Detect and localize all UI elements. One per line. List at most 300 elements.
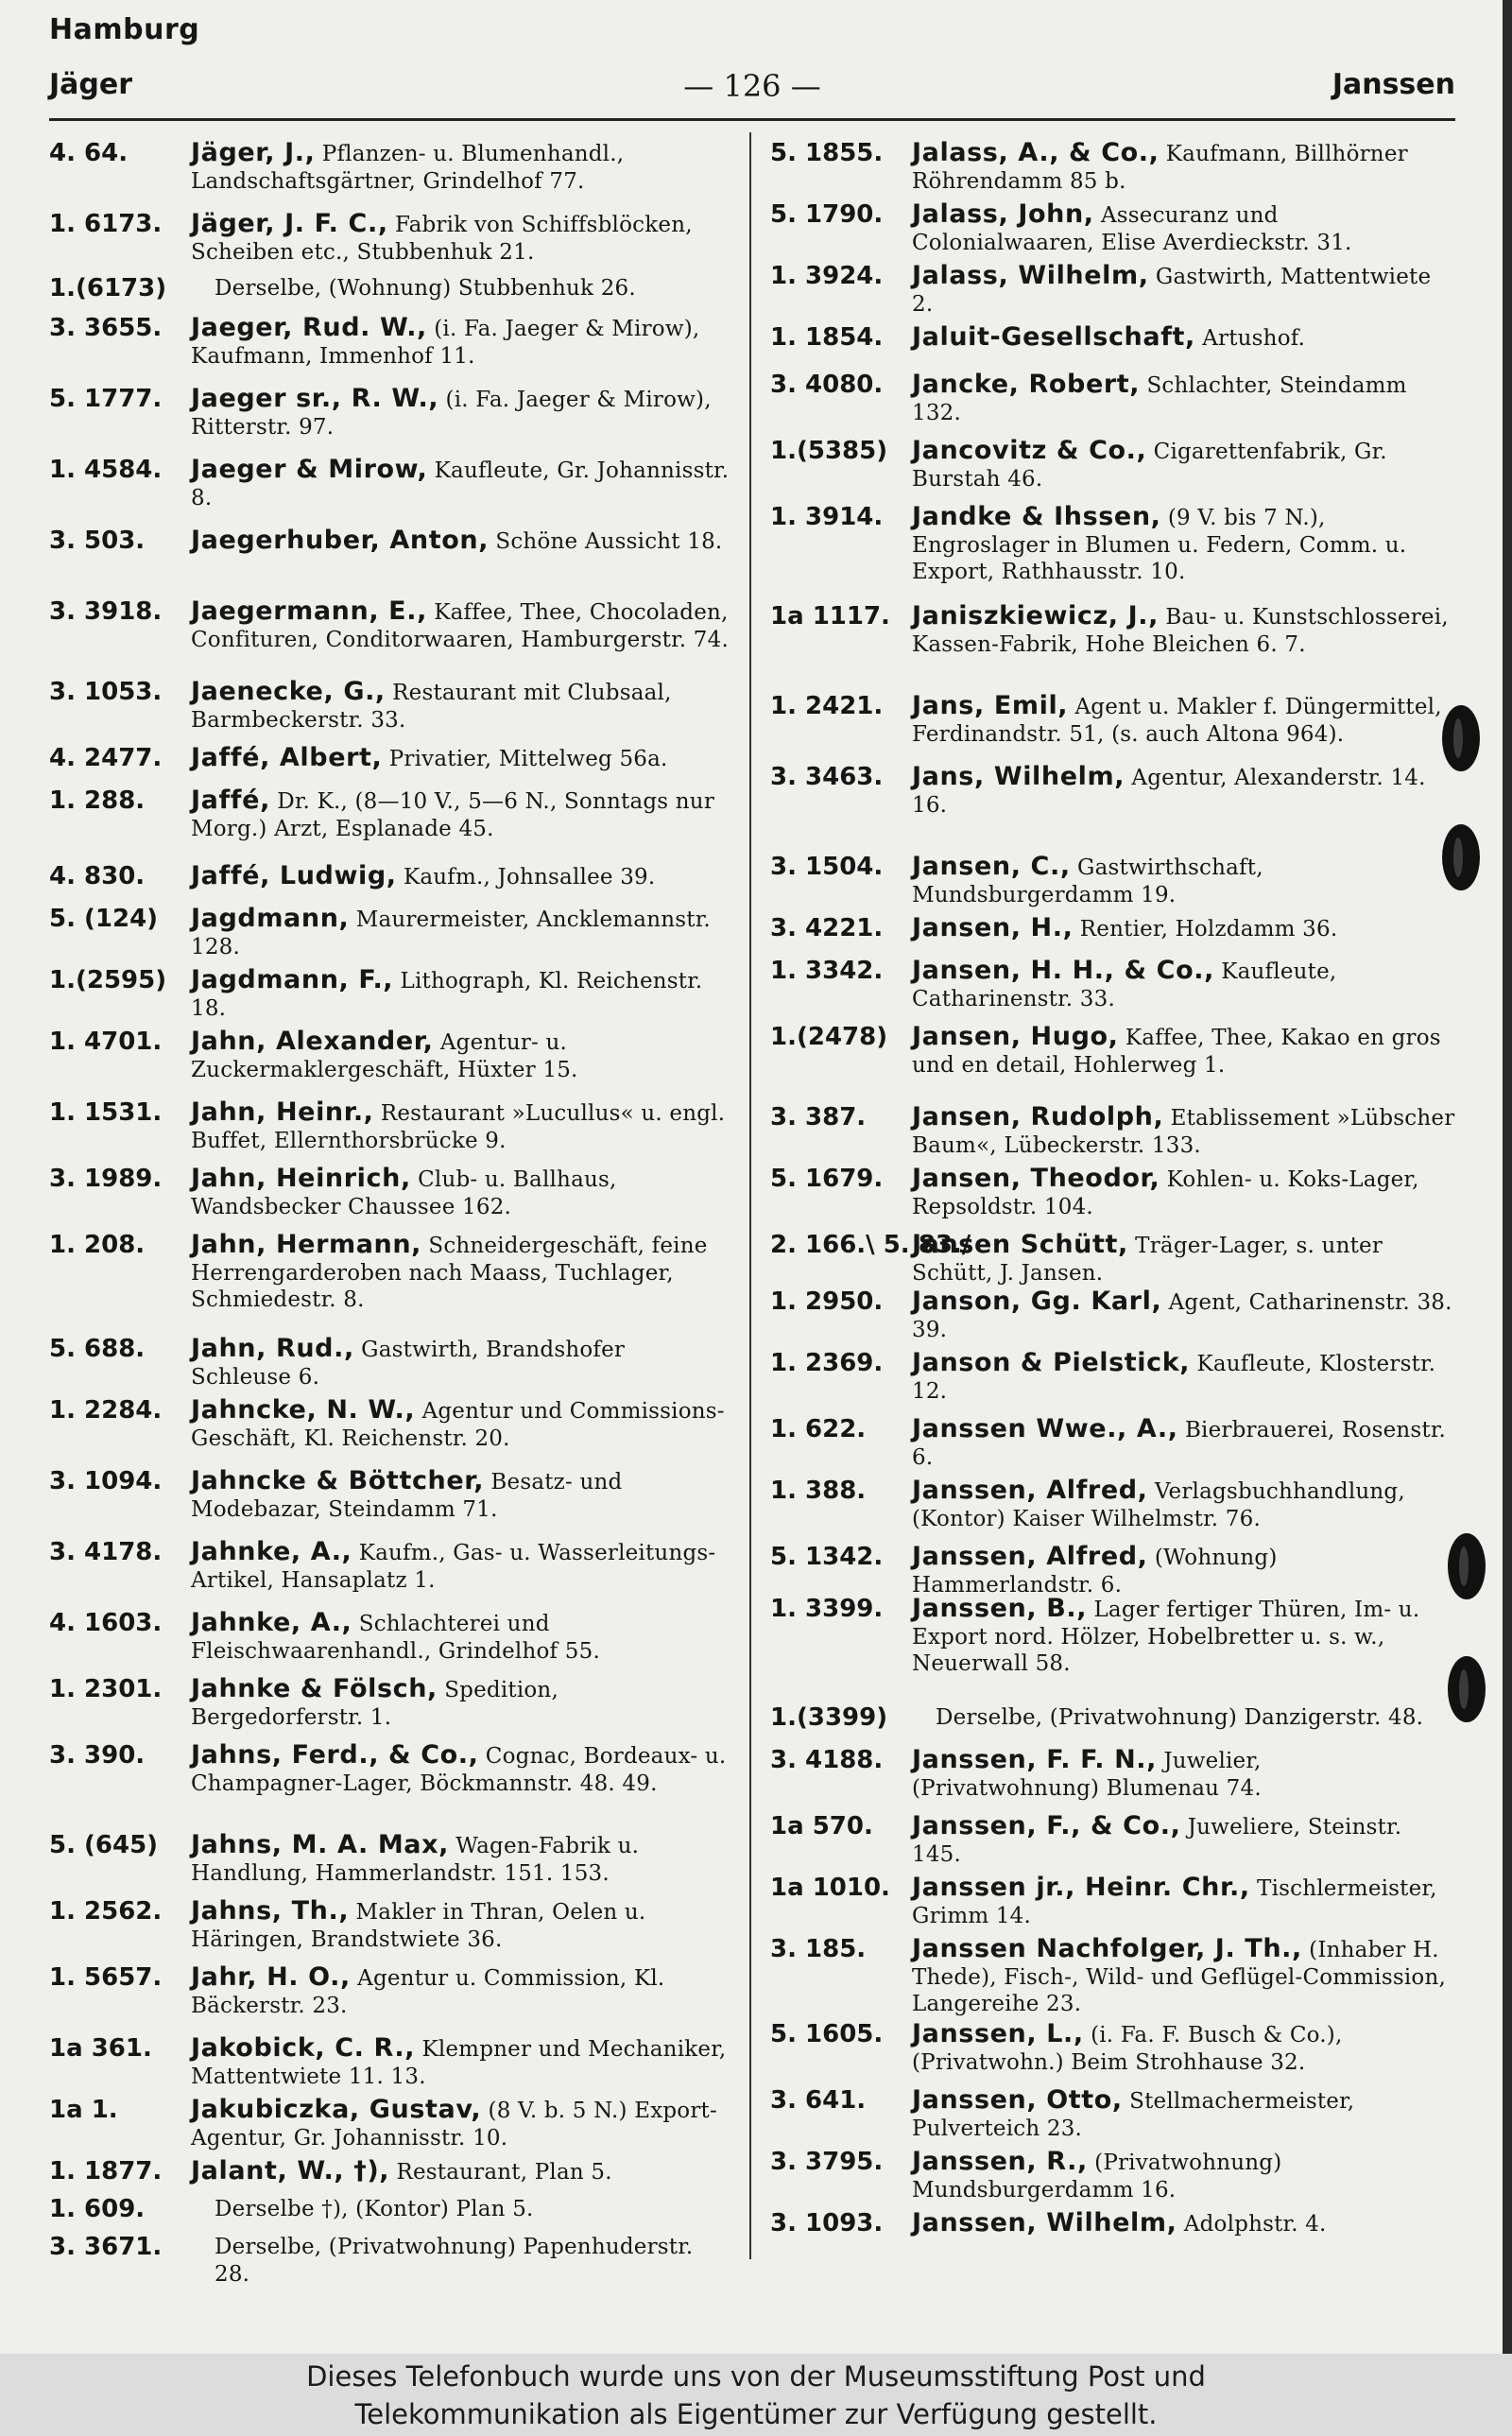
subscriber-details: (9 V. bis 7 N.), Engroslager in Blumen u. Federn, Comm. u. Export, Rathhausstr. 10. — [912, 506, 1407, 584]
entry-text — [191, 787, 731, 842]
directory-entry — [49, 2158, 731, 2186]
directory-entry — [770, 958, 1455, 1012]
entry-text — [912, 1166, 1455, 1220]
phone-number: 5. 1342. — [770, 1543, 884, 1571]
entry-text — [912, 1875, 1455, 1929]
phone-number: 1. 6173. — [49, 210, 163, 238]
subscriber-details: Cognac, Bordeaux- u. Champagner-Lager, Böckmannstr. 48. 49. — [191, 1744, 727, 1796]
phone-number: 3. 641. — [770, 2086, 867, 2115]
directory-entry — [49, 315, 731, 370]
directory-entry — [49, 386, 731, 441]
directory-entry — [770, 324, 1455, 353]
subscriber-details: (8 V. b. 5 N.) Export-Agentur, Gr. Johannisstr. 10. — [191, 2099, 717, 2151]
directory-entry — [49, 745, 731, 773]
page-edge — [1503, 0, 1512, 2354]
entry-text — [912, 958, 1455, 1012]
phone-number: 1.(2595) — [49, 966, 167, 994]
entry-text — [191, 457, 731, 511]
subscriber-name: Jahncke & Böttcher, — [191, 1466, 485, 1495]
phone-number: 4. 2477. — [49, 744, 163, 772]
entry-text — [912, 2210, 1455, 2238]
subscriber-details: Wagen-Fabrik u. Handlung, Hammerlandstr. 151. 153. — [191, 1834, 640, 1886]
phone-number: 1. 4584. — [49, 456, 163, 484]
phone-number: 1. 2950. — [770, 1287, 884, 1316]
phone-number: 1. 1854. — [770, 323, 884, 352]
subscriber-name: Janssen, R., — [912, 2147, 1088, 2176]
subscriber-details: (Inhaber H. Thede), Fisch-, Wild- und Geflügel-Commission, Langereihe 23. — [912, 1938, 1446, 2016]
entry-text — [191, 527, 731, 556]
ink-blot — [1442, 824, 1480, 890]
directory-entry — [770, 438, 1455, 492]
entry-text — [191, 1232, 731, 1314]
directory-entry — [770, 1875, 1455, 1929]
subscriber-details: Maurermeister, Ancklemannstr. 128. — [191, 907, 711, 959]
entry-text — [191, 315, 731, 370]
subscriber-name: Janson, Gg. Karl, — [912, 1287, 1162, 1316]
footer-line-2: Telekommunikation als Eigentümer zur Verfügung gestellt. — [354, 2398, 1158, 2430]
directory-entry — [49, 1099, 731, 1154]
entry-text — [912, 2087, 1455, 2142]
directory-entry — [49, 1742, 731, 1797]
subscriber-details: Artushof. — [1202, 326, 1306, 351]
phone-number: 1a 1. — [49, 2096, 118, 2124]
entry-text — [912, 1024, 1455, 1079]
entry-text — [191, 2158, 731, 2186]
subscriber-details: Derselbe, (Privatwohnung) Danzigerstr. 48. — [936, 1705, 1424, 1730]
entry-text — [912, 438, 1455, 492]
entry-text — [191, 1832, 731, 1887]
subscriber-details: Spedition, Bergedorferstr. 1. — [191, 1678, 558, 1730]
subscriber-name: Jans, Emil, — [912, 691, 1069, 720]
phone-number: 3. 390. — [49, 1741, 146, 1770]
subscriber-name: Jaffé, Albert, — [191, 743, 383, 772]
entry-text — [912, 324, 1455, 353]
entry-text — [191, 1964, 731, 2019]
entry-text — [191, 598, 731, 653]
subscriber-name: Jansen Schütt, — [912, 1230, 1128, 1259]
subscriber-details: Bierbrauerei, Rosenstr. 6. — [912, 1418, 1447, 1470]
directory-entry — [49, 1964, 731, 2019]
subscriber-name: Jalass, John, — [912, 199, 1094, 229]
entry-text — [215, 2234, 731, 2288]
subscriber-name: Jahns, Ferd., & Co., — [191, 1740, 479, 1770]
phone-number: 5. 1679. — [770, 1165, 884, 1193]
directory-entry — [770, 854, 1455, 908]
directory-entry — [770, 1704, 1455, 1732]
subscriber-name: Janssen Wwe., A., — [912, 1414, 1178, 1443]
subscriber-name: Janssen, L., — [912, 2019, 1084, 2048]
subscriber-details: Etablissement »Lübscher Baum«, Lübeckerstr. 133. — [912, 1106, 1455, 1158]
entry-text — [191, 1397, 731, 1452]
phone-number: 3. 3795. — [770, 2148, 884, 2176]
phone-number: 3. 4221. — [770, 914, 884, 942]
subscriber-details: (i. Fa. F. Busch & Co.), (Privatwohn.) Beim Strohhause 32. — [912, 2023, 1343, 2075]
ink-blot — [1442, 705, 1480, 771]
subscriber-name: Jagdmann, F., — [191, 965, 394, 994]
directory-entry — [49, 598, 731, 653]
subscriber-details: Kaufleute, Klosterstr. 12. — [912, 1352, 1436, 1404]
directory-entry — [49, 906, 731, 960]
directory-entry — [49, 1898, 731, 1953]
subscriber-name: Jahns, Th., — [191, 1896, 350, 1926]
subscriber-name: Jahnke & Fölsch, — [191, 1674, 438, 1703]
subscriber-name: Jagdmann, — [191, 904, 350, 933]
directory-entry — [770, 603, 1455, 658]
entry-text — [912, 140, 1455, 195]
subscriber-name: Jäger, J., — [191, 138, 316, 167]
directory-entry — [770, 1416, 1455, 1471]
entry-text — [912, 1350, 1455, 1405]
entry-text — [191, 1028, 731, 1083]
subscriber-name: Jahnke, A., — [191, 1608, 352, 1637]
entry-text — [912, 764, 1455, 819]
subscriber-name: Jansen, Hugo, — [912, 1022, 1119, 1051]
entry-text — [191, 1610, 731, 1665]
subscriber-name: Jaeger, Rud. W., — [191, 313, 427, 342]
subscriber-name: Jakubiczka, Gustav, — [191, 2095, 482, 2124]
subscriber-details: Schlachterei und Fleischwaarenhandl., Grindelhof 55. — [191, 1612, 600, 1664]
subscriber-details: Schlachter, Steindamm 132. — [912, 373, 1407, 425]
subscriber-details: Schneidergeschäft, feine Herrengarderoben nach Maass, Tuchlager, Schmiedestr. 8. — [191, 1234, 708, 1312]
entry-text — [912, 693, 1455, 748]
phone-number: 3. 1989. — [49, 1165, 163, 1193]
directory-entry — [770, 1747, 1455, 1802]
directory-entry — [49, 787, 731, 842]
subscriber-details: Juweliere, Steinstr. 145. — [912, 1815, 1402, 1867]
phone-number: 3. 4178. — [49, 1538, 163, 1566]
city-heading: Hamburg — [49, 13, 200, 46]
subscriber-name: Jaegermann, E., — [191, 596, 427, 626]
subscriber-details: Restaurant, Plan 5. — [396, 2160, 612, 2185]
phone-number: 3. 1504. — [770, 853, 884, 881]
directory-entry — [49, 2035, 731, 2090]
directory-entry — [770, 1813, 1455, 1868]
directory-entry — [770, 263, 1455, 318]
phone-number: 1. 3399. — [770, 1595, 884, 1623]
ink-blot — [1448, 1656, 1486, 1722]
column-divider — [749, 132, 751, 2259]
entry-text — [191, 386, 731, 441]
phone-number: 3. 3655. — [49, 314, 163, 342]
directory-entry — [49, 1539, 731, 1594]
phone-number: 3. 3918. — [49, 597, 163, 626]
subscriber-name: Jahnke, A., — [191, 1537, 352, 1566]
phone-number: 5. 1855. — [770, 139, 884, 167]
subscriber-details: Kaufleute, Catharinenstr. 33. — [912, 959, 1337, 1011]
subscriber-details: Restaurant mit Clubsaal, Barmbeckerstr. 33. — [191, 681, 672, 733]
subscriber-name: Jansen, H., — [912, 913, 1074, 942]
subscriber-details: Lithograph, Kl. Reichenstr. 18. — [191, 969, 703, 1021]
entry-text — [912, 1477, 1455, 1532]
phone-number: 1. 2301. — [49, 1675, 163, 1703]
directory-entry — [49, 1610, 731, 1665]
entry-text — [191, 1099, 731, 1154]
phone-number: 1a 570. — [770, 1812, 873, 1840]
phone-number: 1. 622. — [770, 1415, 867, 1443]
subscriber-details: Dr. K., (8—10 V., 5—6 N., Sonntags nur Morg.) Arzt, Esplanade 45. — [191, 789, 715, 841]
subscriber-details: Kaufmann, Billhörner Röhrendamm 85 b. — [912, 142, 1408, 194]
phone-number: 1.(6173) — [49, 274, 167, 302]
phone-number: 1.(3399) — [770, 1703, 888, 1732]
phone-number: 1a 361. — [49, 2034, 152, 2063]
directory-entry — [770, 1166, 1455, 1220]
phone-number: 3. 1094. — [49, 1467, 163, 1495]
subscriber-name: Janssen, Alfred, — [912, 1476, 1148, 1505]
phone-number: 1. 388. — [770, 1477, 867, 1505]
directory-entry — [49, 140, 731, 195]
directory-entry — [770, 2210, 1455, 2238]
entry-text — [912, 1747, 1455, 1802]
subscriber-name: Janssen, Alfred, — [912, 1542, 1148, 1571]
subscriber-name: Jahr, H. O., — [191, 1962, 351, 1992]
subscriber-details: Schöne Aussicht 18. — [495, 529, 723, 554]
entry-text — [215, 2196, 731, 2223]
directory-entry — [49, 1028, 731, 1083]
directory-entry — [49, 2234, 731, 2288]
subscriber-name: Janssen jr., Heinr. Chr., — [912, 1873, 1250, 1902]
subscriber-details: (i. Fa. Jaeger & Mirow), Kaufmann, Immenhof 11. — [191, 317, 700, 369]
subscriber-name: Jalass, A., & Co., — [912, 138, 1160, 167]
subscriber-name: Jahns, M. A. Max, — [191, 1830, 449, 1859]
entry-text — [191, 1539, 731, 1594]
subscriber-details: Kaufm., Johnsallee 39. — [403, 865, 656, 890]
subscriber-name: Jans, Wilhelm, — [912, 762, 1125, 791]
subscriber-details: Besatz- und Modebazar, Steindamm 71. — [191, 1470, 623, 1522]
directory-entry — [770, 1232, 1455, 1287]
phone-number: 1. 2284. — [49, 1396, 163, 1425]
subscriber-name: Jahn, Rud., — [191, 1334, 354, 1363]
subscriber-name: Jansen, Rudolph, — [912, 1102, 1164, 1132]
entry-text — [191, 1898, 731, 1953]
phone-number: 1. 288. — [49, 786, 146, 815]
phone-number: 1a 1010. — [770, 1874, 890, 1902]
subscriber-details: Assecuranz und Colonialwaaren, Elise Averdieckstr. 31. — [912, 203, 1352, 255]
entry-text — [191, 1468, 731, 1523]
subscriber-details: Gastwirth, Brandshofer Schleuse 6. — [191, 1338, 626, 1390]
subscriber-name: Janssen, Wilhelm, — [912, 2208, 1177, 2237]
entry-text — [912, 1288, 1455, 1343]
entry-text — [912, 263, 1455, 318]
subscriber-name: Janssen, F., & Co., — [912, 1811, 1181, 1840]
phone-number: 3. 387. — [770, 1103, 867, 1132]
subscriber-name: Jancovitz & Co., — [912, 436, 1147, 465]
subscriber-details: Kaffee, Thee, Kakao en gros und en detail, Hohlerweg 1. — [912, 1026, 1441, 1078]
directory-entry — [49, 863, 731, 891]
directory-entry — [770, 1350, 1455, 1405]
directory-entry — [49, 275, 731, 302]
subscriber-details: Agent u. Makler f. Düngermittel, Ferdinandstr. 51, (s. auch Altona 964). — [912, 695, 1442, 747]
phone-number: 2. 166.\ 5. 83./ — [770, 1231, 971, 1259]
subscriber-name: Janssen, Otto, — [912, 2085, 1123, 2115]
subscriber-details: Gastwirthschaft, Mundsburgerdamm 19. — [912, 855, 1263, 907]
entry-text — [912, 1936, 1455, 2018]
subscriber-details: (Wohnung) Hammerlandstr. 6. — [912, 1546, 1278, 1598]
subscriber-details: Privatier, Mittelweg 56a. — [388, 747, 668, 771]
phone-number: 1.(5385) — [770, 437, 888, 465]
header-first-name: Jäger — [49, 68, 133, 101]
phone-number: 1. 3342. — [770, 957, 884, 985]
phone-number: 4. 1603. — [49, 1609, 163, 1637]
phone-number: 5. (645) — [49, 1831, 159, 1859]
directory-entry — [770, 2087, 1455, 2142]
phone-number: 1. 4701. — [49, 1028, 163, 1056]
directory-entry — [770, 1596, 1455, 1678]
directory-entry — [49, 2097, 731, 2151]
directory-entry — [770, 1544, 1455, 1598]
subscriber-name: Jahncke, N. W., — [191, 1395, 416, 1425]
subscriber-name: Janiszkiewicz, J., — [912, 601, 1159, 631]
subscriber-details: Verlagsbuchhandlung, (Kontor) Kaiser Wilhelmstr. 76. — [912, 1479, 1405, 1531]
entry-text — [912, 854, 1455, 908]
entry-text — [191, 2097, 731, 2151]
phone-number: 1. 2421. — [770, 692, 884, 720]
entry-text — [912, 1416, 1455, 1471]
phone-number: 3. 4080. — [770, 371, 884, 399]
subscriber-details: Gastwirth, Mattentwiete 2. — [912, 265, 1432, 317]
directory-entry — [49, 211, 731, 266]
subscriber-name: Jaluit-Gesellschaft, — [912, 322, 1195, 352]
phone-number: 5. 1777. — [49, 385, 163, 413]
phone-number: 3. 1093. — [770, 2209, 884, 2237]
directory-entry — [49, 1336, 731, 1391]
directory-entry — [49, 679, 731, 734]
subscriber-name: Jahn, Alexander, — [191, 1027, 434, 1056]
directory-entry — [770, 504, 1455, 586]
phone-number: 1. 3914. — [770, 503, 884, 531]
phone-number: 3. 3671. — [49, 2233, 163, 2261]
subscriber-details: Adolphstr. 4. — [1183, 2212, 1327, 2237]
entry-text — [215, 275, 731, 302]
subscriber-name: Jaenecke, G., — [191, 677, 386, 706]
entry-text — [912, 1544, 1455, 1598]
phone-number: 5. (124) — [49, 905, 159, 933]
directory-entry — [49, 1397, 731, 1452]
entry-text — [912, 1232, 1455, 1287]
subscriber-details: Makler in Thran, Oelen u. Häringen, Brandstwiete 36. — [191, 1900, 646, 1952]
phone-number: 1. 5657. — [49, 1963, 163, 1992]
entry-text — [912, 1596, 1455, 1678]
directory-entry — [770, 140, 1455, 195]
entry-text — [191, 211, 731, 266]
subscriber-details: Agentur- u. Zuckermaklergeschäft, Hüxter 15. — [191, 1030, 578, 1082]
page-number: — 126 — — [683, 68, 821, 104]
subscriber-details: Club- u. Ballhaus, Wandsbecker Chaussee 162. — [191, 1167, 617, 1219]
subscriber-details: Kohlen- u. Koks-Lager, Repsoldstr. 104. — [912, 1167, 1419, 1219]
directory-entry — [770, 1936, 1455, 2018]
directory-entry — [770, 1288, 1455, 1343]
phone-number: 3. 4188. — [770, 1746, 884, 1774]
subscriber-name: Jansen, Theodor, — [912, 1164, 1160, 1193]
phone-number: 5. 688. — [49, 1335, 146, 1363]
subscriber-name: Jaffé, Ludwig, — [191, 861, 397, 890]
subscriber-name: Jancke, Robert, — [912, 370, 1141, 399]
entry-text — [912, 1813, 1455, 1868]
subscriber-details: Kaufm., Gas- u. Wasserleitungs-Artikel, Hansaplatz 1. — [191, 1541, 716, 1593]
directory-entry — [49, 457, 731, 511]
directory-entry — [49, 1832, 731, 1887]
directory-entry — [770, 2149, 1455, 2203]
subscriber-details: Fabrik von Schiffsblöcken, Scheiben etc., Stubbenhuk 21. — [191, 213, 693, 265]
subscriber-details: Agentur u. Commission, Kl. Bäckerstr. 23. — [191, 1966, 665, 2018]
phone-number: 1. 609. — [49, 2195, 146, 2223]
subscriber-details: Pflanzen- u. Blumenhandl., Landschaftsgärtner, Grindelhof 77. — [191, 142, 625, 194]
footer-notice — [0, 2354, 1512, 2436]
subscriber-details: Cigarettenfabrik, Gr. Burstah 46. — [912, 440, 1387, 492]
directory-entry — [49, 1166, 731, 1220]
subscriber-name: Jäger, J. F. C., — [191, 209, 388, 238]
entry-text — [191, 1166, 731, 1220]
phone-number: 1. 2369. — [770, 1349, 884, 1377]
subscriber-details: (i. Fa. Jaeger & Mirow), Ritterstr. 97. — [191, 388, 712, 440]
phone-number: 5. 1790. — [770, 200, 884, 229]
subscriber-details: Klempner und Mechaniker, Mattentwiete 11. 13. — [191, 2037, 727, 2089]
header-last-name: Janssen — [1332, 68, 1455, 101]
directory-entry — [770, 915, 1455, 943]
subscriber-details: Agentur und Commissions-Geschäft, Kl. Reichenstr. 20. — [191, 1399, 725, 1451]
directory-entry — [770, 1477, 1455, 1532]
subscriber-details: Stellmachermeister, Pulverteich 23. — [912, 2089, 1355, 2141]
entry-text — [936, 1704, 1455, 1732]
phone-number: 1.(2478) — [770, 1023, 888, 1051]
entry-text — [912, 1104, 1455, 1159]
entry-text — [191, 863, 731, 891]
subscriber-name: Jaffé, — [191, 786, 270, 815]
phone-number: 1. 3924. — [770, 262, 884, 290]
subscriber-name: Jaeger sr., R. W., — [191, 384, 439, 413]
subscriber-details: Rentier, Holzdamm 36. — [1079, 917, 1338, 942]
page-header — [49, 68, 1455, 110]
entry-text — [912, 915, 1455, 943]
directory-entry — [770, 201, 1455, 256]
entry-text — [912, 603, 1455, 658]
directory-entry — [49, 1232, 731, 1314]
subscriber-details: Derselbe, (Wohnung) Stubbenhuk 26. — [215, 276, 636, 301]
subscriber-name: Jandke & Ihssen, — [912, 502, 1161, 531]
directory-entry — [770, 1024, 1455, 1079]
subscriber-details: Kaffee, Thee, Chocoladen, Confituren, Conditorwaaren, Hamburgerstr. 74. — [191, 600, 729, 652]
subscriber-details: Lager fertiger Thüren, Im- u. Export nord. Hölzer, Hobelbretter u. s. w., Neuerwall 58. — [912, 1598, 1420, 1676]
subscriber-name: Jahn, Hermann, — [191, 1230, 422, 1259]
subscriber-details: Kaufleute, Gr. Johannisstr. 8. — [191, 458, 730, 510]
directory-entry — [770, 2021, 1455, 2076]
phone-number: 1a 1117. — [770, 602, 890, 631]
subscriber-name: Janssen, B., — [912, 1594, 1088, 1623]
ink-blot — [1448, 1533, 1486, 1599]
phone-number: 4. 64. — [49, 139, 129, 167]
subscriber-name: Jahn, Heinrich, — [191, 1164, 411, 1193]
entry-text — [912, 371, 1455, 426]
subscriber-name: Jalant, W., †), — [191, 2156, 390, 2185]
subscriber-name: Jaegerhuber, Anton, — [191, 526, 490, 555]
subscriber-name: Jansen, H. H., & Co., — [912, 956, 1214, 985]
phone-number: 1. 208. — [49, 1231, 146, 1259]
entry-text — [191, 1742, 731, 1797]
entry-text — [191, 679, 731, 734]
header-rule — [49, 118, 1455, 121]
subscriber-name: Jansen, C., — [912, 852, 1071, 881]
directory-entry — [770, 1104, 1455, 1159]
entry-text — [191, 906, 731, 960]
entry-text — [191, 1676, 731, 1731]
phone-number: 1. 2562. — [49, 1897, 163, 1926]
phone-number: 3. 3463. — [770, 763, 884, 791]
subscriber-name: Jaeger & Mirow, — [191, 455, 428, 484]
subscriber-details: Tischlermeister, Grimm 14. — [912, 1876, 1437, 1928]
subscriber-details: Agentur, Alexanderstr. 14. 16. — [912, 766, 1426, 818]
entry-text — [191, 745, 731, 773]
subscriber-details: Restaurant »Lucullus« u. engl. Buffet, Ellernthorsbrücke 9. — [191, 1101, 726, 1153]
phone-number: 1. 1877. — [49, 2157, 163, 2185]
